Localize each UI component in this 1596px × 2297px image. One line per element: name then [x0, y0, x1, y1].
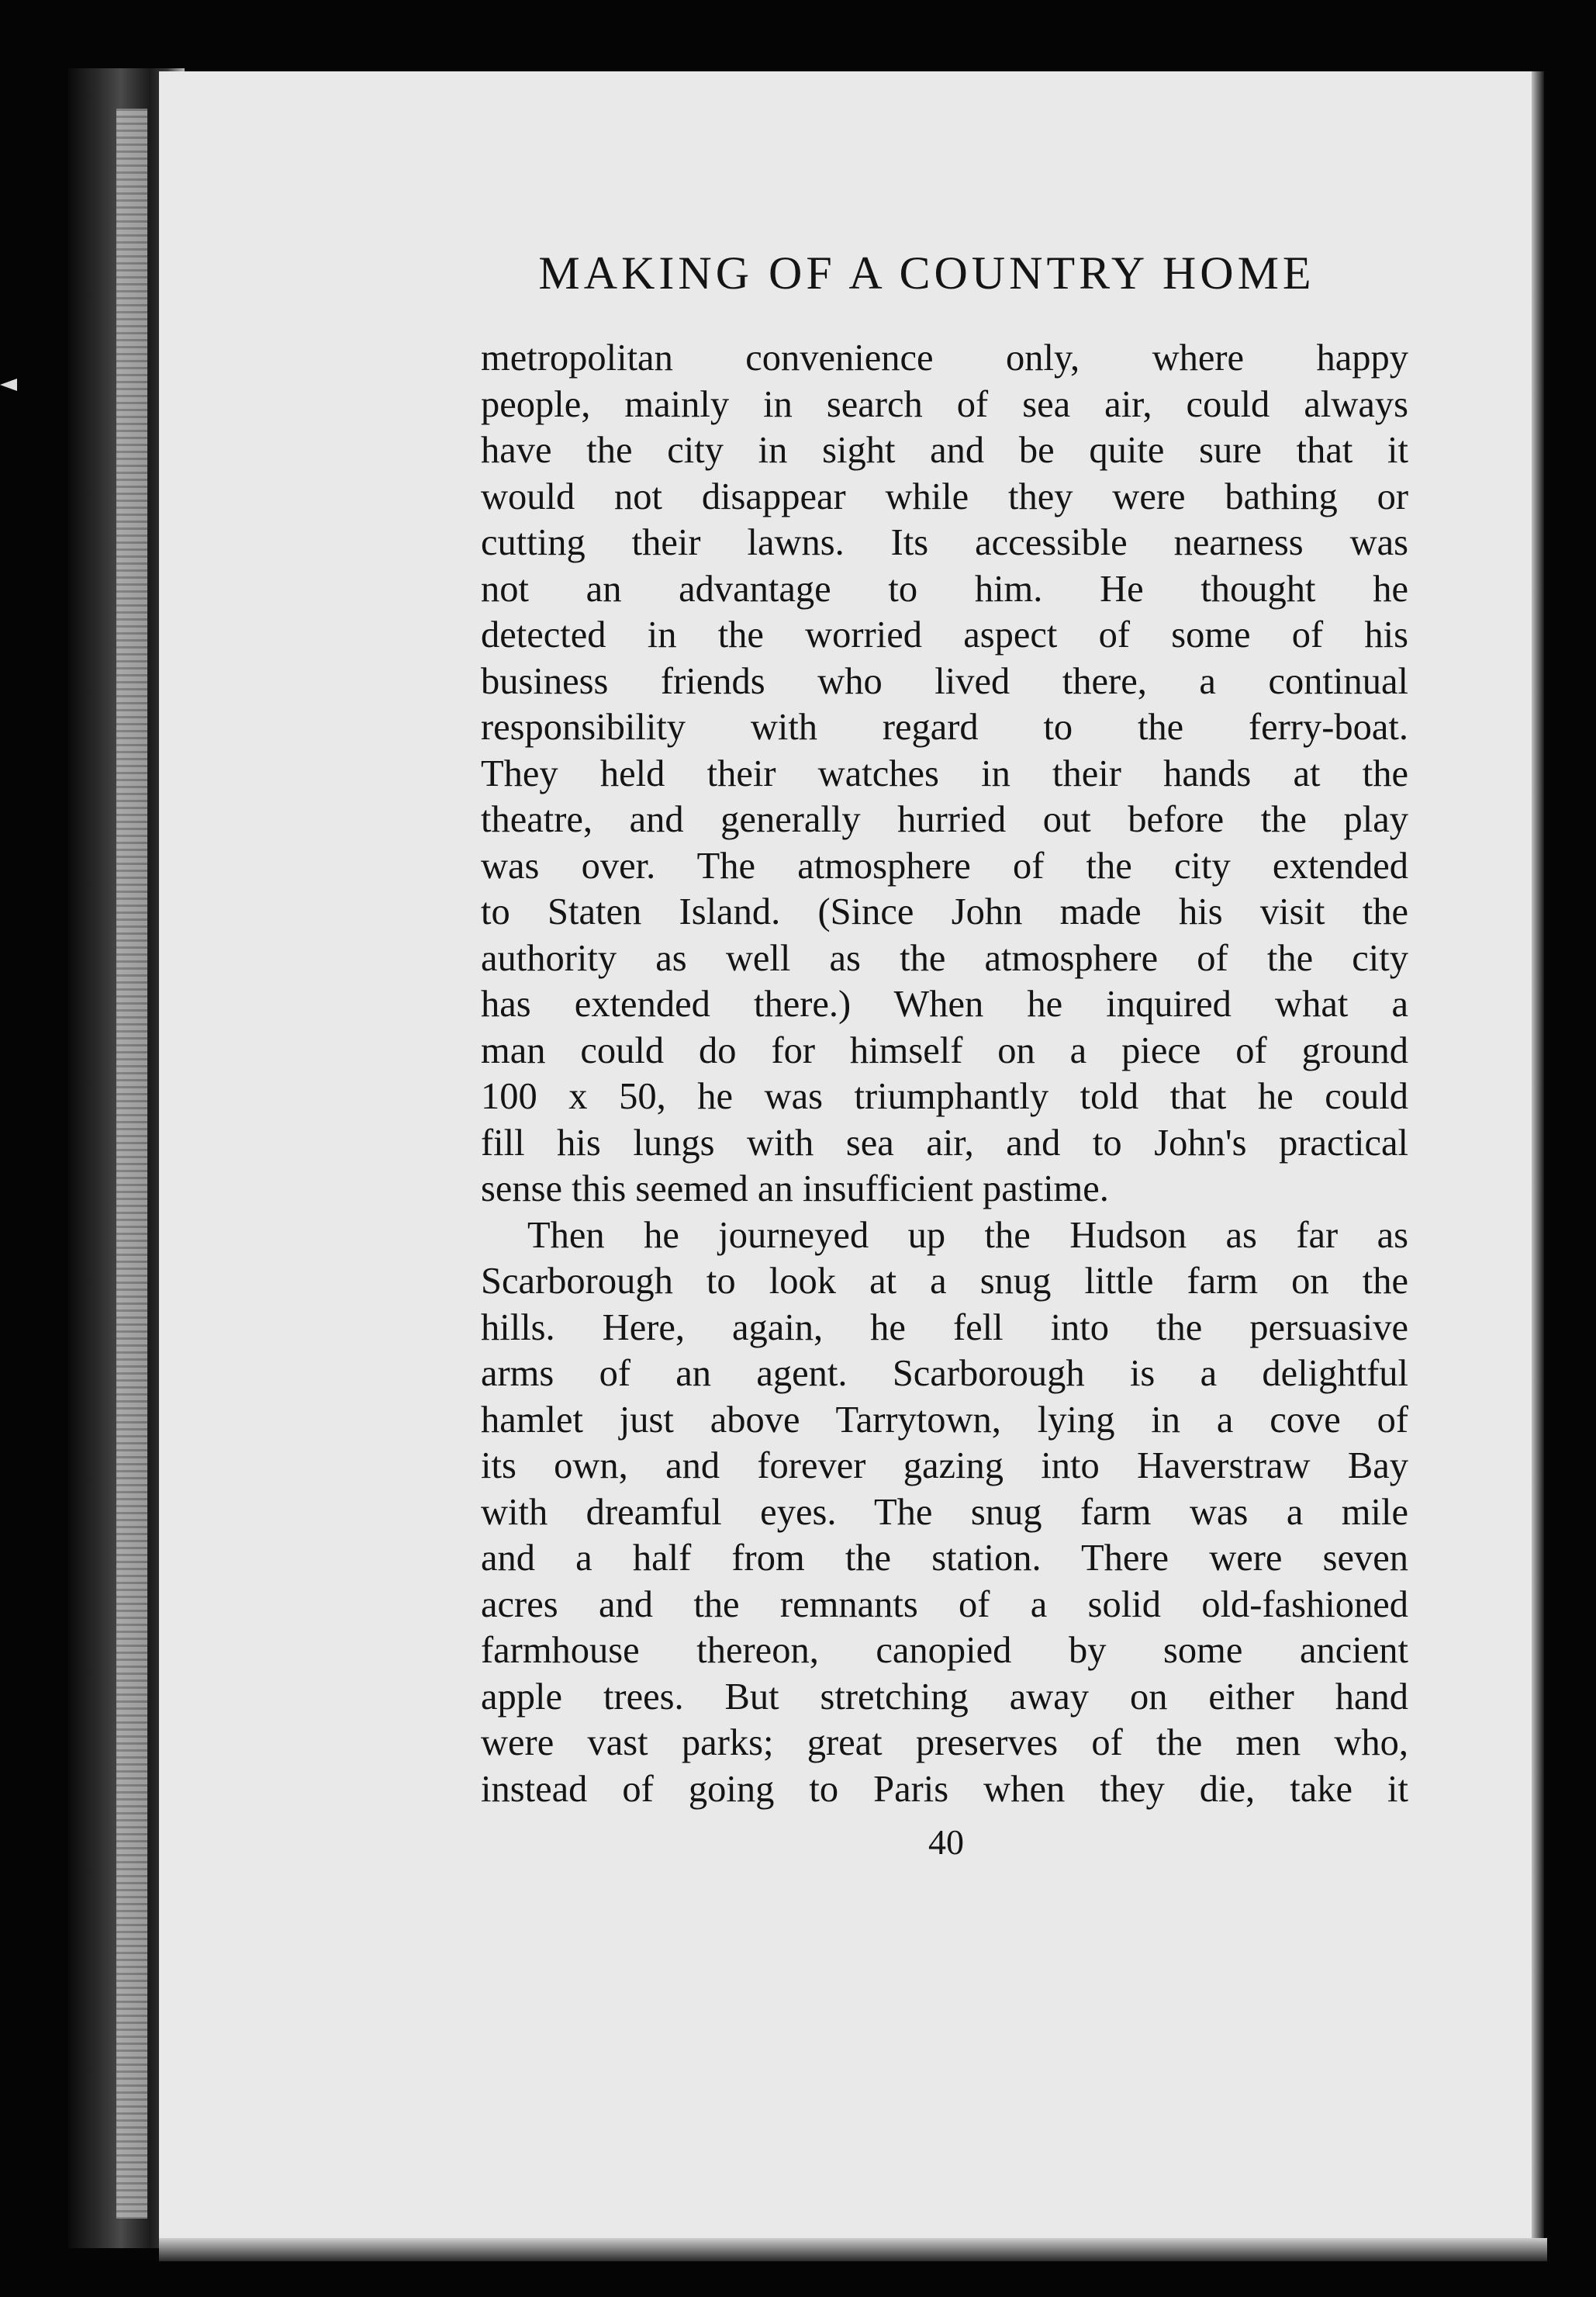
text-line: sense this seemed an insufficient pastime.	[481, 1168, 1109, 1209]
text-line: its own, and forever gazing into Haverstraw Bay	[481, 1445, 1408, 1486]
text-line: were vast parks; great preserves of the men who,	[481, 1722, 1408, 1763]
text-line: with dreamful eyes. The snug farm was a mile	[481, 1491, 1408, 1533]
text-line: 100 x 50, he was triumphantly told that he could	[481, 1076, 1408, 1117]
text-line: authority as well as the atmosphere of the city	[481, 937, 1408, 979]
scan-edge-mark	[0, 379, 17, 391]
text-line: They held their watches in their hands at the	[481, 752, 1408, 794]
text-line: detected in the worried aspect of some of his	[481, 614, 1408, 656]
text-line: apple trees. But stretching away on either hand	[481, 1676, 1408, 1718]
text-line: farmhouse thereon, canopied by some ancient	[481, 1630, 1408, 1671]
text-line: Then he journeyed up the Hudson as far as	[527, 1214, 1408, 1256]
text-line: instead of going to Paris when they die, take it	[481, 1768, 1408, 1810]
text-line: to Staten Island. (Since John made his visit the	[481, 891, 1408, 932]
text-line: people, mainly in search of sea air, could always	[481, 383, 1408, 425]
text-line: was over. The atmosphere of the city extended	[481, 845, 1408, 887]
page-edge-bottom	[159, 2238, 1547, 2261]
page-edge-right	[1532, 71, 1544, 2259]
page-number: 40	[928, 1822, 964, 1862]
text-line: man could do for himself on a piece of ground	[481, 1029, 1408, 1071]
text-line: has extended there.) When he inquired what a	[481, 984, 1408, 1025]
text-line: fill his lungs with sea air, and to John's practical	[481, 1122, 1408, 1164]
text-line: hills. Here, again, he fell into the persuasive	[481, 1306, 1408, 1348]
text-line: arms of an agent. Scarborough is a delightful	[481, 1353, 1408, 1394]
text-line: have the city in sight and be quite sure that it	[481, 430, 1408, 471]
text-line: hamlet just above Tarrytown, lying in a cove of	[481, 1399, 1408, 1441]
text-line: business friends who lived there, a continual	[481, 660, 1408, 702]
text-line: cutting their lawns. Its accessible nearness was	[481, 522, 1408, 563]
body-text	[481, 335, 1408, 1812]
binding-edge	[116, 109, 147, 2219]
text-line: not an advantage to him. He thought he	[481, 568, 1408, 610]
text-line: metropolitan convenience only, where happy	[481, 337, 1408, 379]
text-line: acres and the remnants of a solid old-fashioned	[481, 1583, 1408, 1625]
text-line: responsibility with regard to the ferry-boat.	[481, 707, 1408, 748]
text-line: and a half from the station. There were seven	[481, 1538, 1408, 1579]
running-head: MAKING OF A COUNTRY HOME	[538, 247, 1315, 299]
text-line: Scarborough to look at a snug little farm on the	[481, 1261, 1408, 1302]
text-line: theatre, and generally hurried out before the play	[481, 799, 1408, 840]
text-line: would not disappear while they were bathing or	[481, 476, 1408, 517]
